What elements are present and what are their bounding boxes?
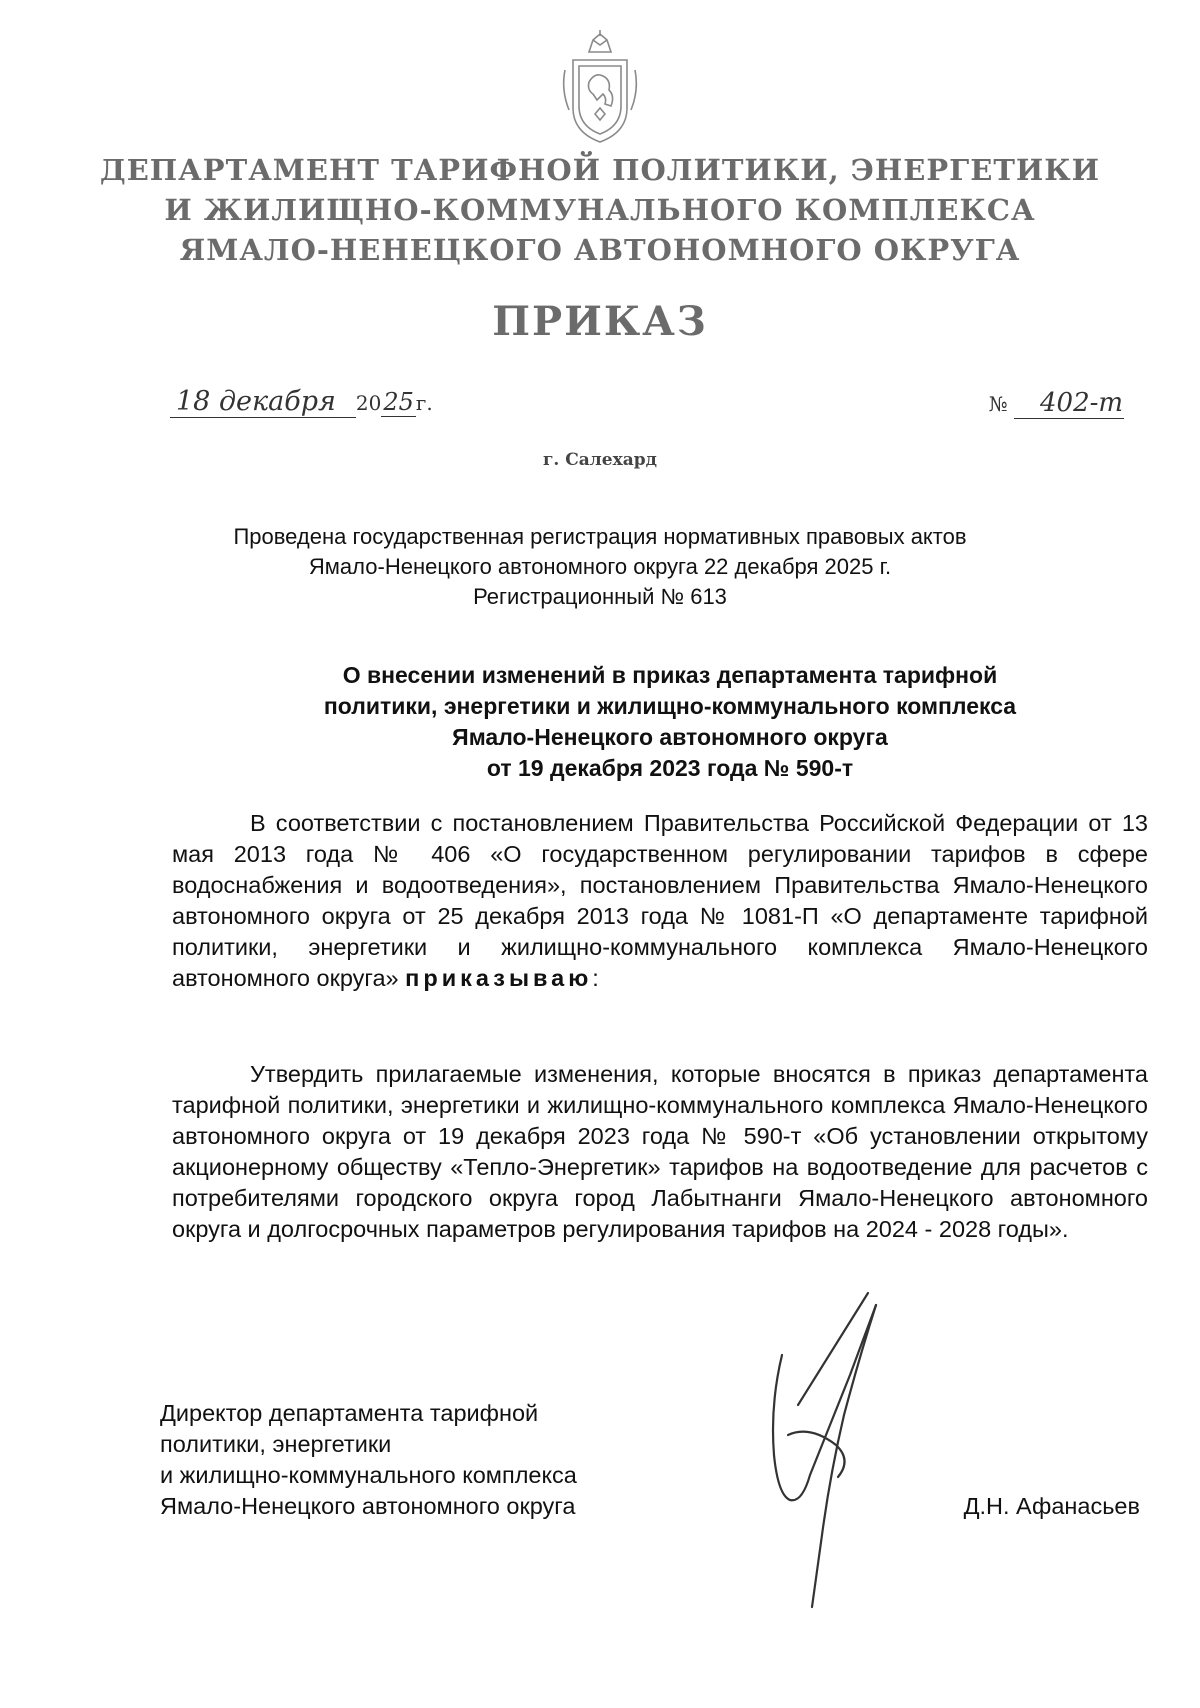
basis-text: В соответствии с постановлением Правительства Российской Федерации от 13 мая 2013 года № 406 «О государственном регулировании тарифов в сфере водоснабжения и водоотведения», постановлением Правительства Ямало-Ненецкого автономного округа от 25 декабря 2013 года № 1081-П «О департаменте тарифной политики, энергетики и жилищно-коммунального комплекса Ямало-Ненецкого автономного округа» (172, 810, 1148, 991)
signer-name: Д.Н. Афанасьев (963, 1493, 1140, 1519)
department-line: ЯМАЛО-НЕНЕЦКОГО АВТОНОМНОГО ОКРУГА (179, 233, 1021, 267)
registration-line: Регистрационный № 613 (473, 584, 727, 609)
yamal-coat-of-arms-icon (559, 30, 641, 148)
registration-note (0, 522, 1200, 612)
document-date (170, 386, 433, 418)
registration-line: Ямало-Ненецкого автономного округа 22 декабря 2025 г. (308, 554, 892, 579)
body-paragraph-basis (172, 808, 1148, 994)
number-label: № (988, 392, 1008, 416)
subject-line: Ямало-Ненецкого автономного округа (452, 724, 888, 750)
position-line: Директор департамента тарифной (160, 1400, 539, 1426)
handwritten-number: 402-т (1014, 388, 1124, 419)
position-line: и жилищно-коммунального комплекса (160, 1462, 577, 1488)
decree-colon: : (592, 965, 599, 991)
department-line: И ЖИЛИЩНО-КОММУНАЛЬНОГО КОМПЛЕКСА (164, 193, 1036, 227)
document-title: ПРИКАЗ (492, 298, 708, 345)
handwritten-date: 18 декабря (170, 386, 356, 418)
year-prefix: 20 (355, 391, 382, 415)
position-line: политики, энергетики (160, 1431, 392, 1457)
department-name (0, 150, 1200, 270)
department-line: ДЕПАРТАМЕНТ ТАРИФНОЙ ПОЛИТИКИ, ЭНЕРГЕТИКИ (99, 153, 1101, 187)
subject-line: от 19 декабря 2023 года № 590-т (486, 755, 854, 781)
handwritten-signature-icon (740, 1285, 960, 1615)
document-number (989, 388, 1124, 419)
body-paragraph-approval: Утвердить прилагаемые изменения, которые вносятся в приказ департамента тарифной политики, энергетики и жилищно-коммунального комплекса Ямало-Ненецкого автономного округа от 19 декабря 2023 года № 590-т «Об установлении открытому акционерному обществу «Тепло-Энергетик» тарифов на водоотведение для расчетов с потребителями городского округа город Лабытнанги Ямало-Ненецкого автономного округа и долгосрочных параметров регулирования тарифов на 2024 - 2028 годы». (172, 1061, 1148, 1242)
director-position (160, 1398, 577, 1522)
document-subject (200, 660, 1140, 784)
position-line: Ямало-Ненецкого автономного округа (160, 1493, 576, 1519)
handwritten-year: 25 (383, 388, 414, 416)
year-suffix: г. (415, 391, 433, 415)
city: г. Салехард (543, 450, 657, 470)
subject-line: политики, энергетики и жилищно-коммунального комплекса (323, 693, 1017, 719)
subject-line: О внесении изменений в приказ департамента тарифной (342, 662, 998, 688)
decree-word: приказываю (405, 965, 593, 991)
registration-line: Проведена государственная регистрация нормативных правовых актов (233, 524, 967, 549)
